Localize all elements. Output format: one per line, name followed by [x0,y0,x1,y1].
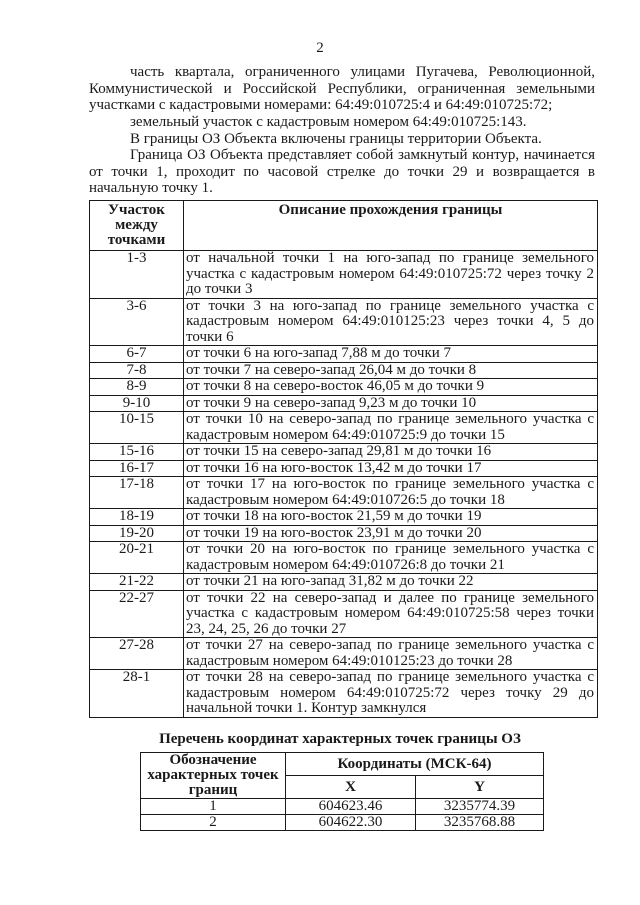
boundary-table-row [90,346,598,363]
coords-table-row [141,815,544,831]
boundary-table-header-row [90,201,598,251]
paragraph-boundaries-included: В границы ОЗ Объекта включены границы территории Объекта. [130,131,542,147]
segment-cell: 27-28 [90,638,184,670]
segment-cell: 18-19 [90,509,184,526]
boundary-table-row [90,379,598,396]
y-column-header: Y [416,776,544,799]
description-cell: от точки 15 на северо-запад 29,81 м до точки 16 [184,444,598,461]
description-cell: от точки 9 на северо-запад 9,23 м до точки 10 [184,395,598,412]
coord-cell-y: 3235768.88 [416,815,544,831]
description-cell: от точки 16 на юго-восток 13,42 м до точки 17 [184,460,598,477]
paragraph-contour-description: Граница ОЗ Объекта представляет собой замкнутый контур, начинается от точки 1, проходит по часовой стрелке до точки 29 и возвращается в начальную точку 1. [89,147,595,196]
coord-cell-x: 604623.46 [286,799,416,815]
segment-cell: 15-16 [90,444,184,461]
boundary-table-row [90,395,598,412]
coord-cell-point: 2 [141,815,286,831]
description-cell: от точки 28 на северо-запад по границе земельного участка с кадастровым номером 64:49:010725:72 через точку 29 до начальной точки 1. Контур замкнулся [184,670,598,718]
boundary-table-row [90,574,598,591]
segment-column-header: Участок между точками [90,201,184,251]
segment-cell: 17-18 [90,477,184,509]
boundary-table-row [90,670,598,718]
segment-cell: 22-27 [90,590,184,638]
boundary-table-row [90,362,598,379]
boundary-table-row [90,590,598,638]
segment-cell: 10-15 [90,412,184,444]
description-column-header: Описание прохождения границы [184,201,598,251]
boundary-table-row [90,251,598,299]
description-cell: от точки 7 на северо-запад 26,04 м до точки 8 [184,362,598,379]
segment-cell: 21-22 [90,574,184,591]
boundary-table-row [90,542,598,574]
description-cell: от точки 17 на юго-восток по границе земельного участка с кадастровым номером 64:49:010726:5 до точки 18 [184,477,598,509]
paragraph-land-plot: земельный участок с кадастровым номером 64:49:010725:143. [130,114,527,130]
description-cell: от точки 10 на северо-запад по границе земельного участка с кадастровым номером 64:49:010725:9 до точки 15 [184,412,598,444]
designation-column-header: Обозначение характерных точек границ [141,753,286,799]
segment-cell: 28-1 [90,670,184,718]
segment-cell: 1-3 [90,251,184,299]
boundary-table-row [90,509,598,526]
segment-cell: 16-17 [90,460,184,477]
boundary-table-row [90,525,598,542]
boundary-table-row [90,412,598,444]
segment-cell: 9-10 [90,395,184,412]
segment-cell: 6-7 [90,346,184,363]
description-cell: от начальной точки 1 на юго-запад по границе земельного участка с кадастровым номером 64:49:010725:72 через точку 2 до точки 3 [184,251,598,299]
coords-header-row [141,753,544,776]
segment-cell: 19-20 [90,525,184,542]
coordinates-column-header: Координаты (МСК-64) [286,753,544,776]
x-column-header: X [286,776,416,799]
description-cell: от точки 18 на юго-восток 21,59 м до точки 19 [184,509,598,526]
description-cell: от точки 19 на юго-восток 23,91 м до точки 20 [184,525,598,542]
description-cell: от точки 27 на северо-запад по границе земельного участка с кадастровым номером 64:49:010125:23 до точки 28 [184,638,598,670]
segment-cell: 8-9 [90,379,184,396]
segment-cell: 3-6 [90,298,184,346]
boundary-table-row [90,444,598,461]
coordinates-title: Перечень координат характерных точек границы ОЗ [159,731,521,747]
description-cell: от точки 20 на юго-восток по границе земельного участка с кадастровым номером 64:49:010726:8 до точки 21 [184,542,598,574]
coord-cell-x: 604622.30 [286,815,416,831]
boundary-table-row [90,460,598,477]
boundary-table-row [90,638,598,670]
description-cell: от точки 8 на северо-восток 46,05 м до точки 9 [184,379,598,396]
description-cell: от точки 21 на юго-запад 31,82 м до точки 22 [184,574,598,591]
boundary-table-row [90,477,598,509]
coord-cell-y: 3235774.39 [416,799,544,815]
description-cell: от точки 6 на юго-запад 7,88 м до точки 7 [184,346,598,363]
coord-cell-point: 1 [141,799,286,815]
boundary-table-row [90,298,598,346]
boundary-description-table [89,200,598,718]
coords-table-row [141,799,544,815]
description-cell: от точки 22 на северо-запад и далее по границе земельного участка с кадастровым номером 64:49:010725:58 через точки 23, 24, 25, 26 до точки 27 [184,590,598,638]
description-cell: от точки 3 на юго-запад по границе земельного участка с кадастровым номером 64:49:010125:23 через точки 4, 5 до точки 6 [184,298,598,346]
page-number: 2 [316,40,324,56]
coordinates-table [140,752,544,831]
segment-cell: 7-8 [90,362,184,379]
segment-cell: 20-21 [90,542,184,574]
paragraph-quarter-description: часть квартала, ограниченного улицами Пугачева, Революционной, Коммунистической и Российской Республики, ограниченная земельными участками с кадастровыми номерами: 64:49:010725:4 и 64:49:010725:72; [89,64,595,113]
